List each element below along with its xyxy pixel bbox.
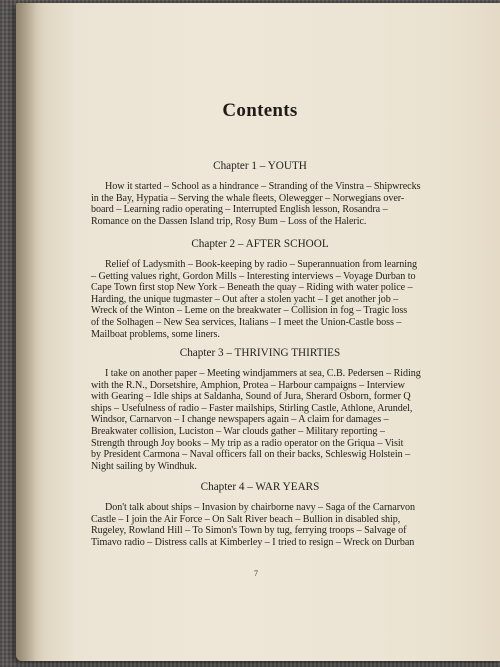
summary-line: by President Carmona – Naval officers fall on their backs, Schleswig Holstein – xyxy=(91,449,411,461)
chapter-4-title: Chapter 4 – WAR YEARS xyxy=(200,481,320,493)
summary-line: Harding, the unique tugmaster – Out after a stolen yacht – I get another job – xyxy=(91,293,399,305)
summary-line: Castle – I join the Air Force – On Salt River beach – Bullion in disabled ship, xyxy=(91,513,401,525)
summary-line: Night sailing by Windhuk. xyxy=(91,460,197,472)
summary-line: of the Solhagen – New Sea services, Italians – I meet the Union-Castle boss – xyxy=(91,316,402,328)
summary-line: – Getting values right, Gordon Mills – Interesting interviews – Voyage Durban to xyxy=(91,270,416,282)
chapter-1-title: Chapter 1 – YOUTH xyxy=(213,160,307,172)
page-number: 7 xyxy=(254,569,258,578)
summary-line: Wreck of the Winton – Leme on the breakwater – Collision in fog – Tragic loss xyxy=(91,305,408,317)
summary-line: Don't talk about ships – Invasion by chairborne navy – Saga of the Carnarvon xyxy=(105,502,416,513)
summary-line: Strength through Joy books – My trip as a radio operator on the Griqua – Visit xyxy=(91,437,404,449)
summary-line: Mailboat problems, some liners. xyxy=(91,328,220,340)
summary-line: Relief of Ladysmith – Book-keeping by radio – Superannuation from learning xyxy=(105,259,417,270)
summary-line: How it started – School as a hindrance – Stranding of the Vinstra – Shipwrecks xyxy=(105,181,421,192)
summary-line: with Gearing – Idle ships at Saldanha, Sound of Jura, Sherard Osborn, former Q xyxy=(91,391,411,403)
summary-line: Romance on the Dassen Island trip, Rosy Bum – Loss of the Haleric. xyxy=(91,215,367,227)
chapter-2-summary xyxy=(91,259,439,340)
page-gutter-shadow xyxy=(16,3,44,661)
summary-line: in the Bay, Hypatia – Serving the whale fleets, Olewegger – Norwegians over- xyxy=(91,192,405,204)
chapter-3-title: Chapter 3 – THRIVING THIRTIES xyxy=(179,347,341,359)
summary-line: Cape Town first stop New York – Beneath the quay – Riding with water police – xyxy=(91,282,413,294)
chapter-2-title: Chapter 2 – AFTER SCHOOL xyxy=(191,238,329,250)
summary-line: board – Learning radio operating – Interrupted English lesson, Rosandra – xyxy=(91,204,388,216)
summary-line: I take on another paper – Meeting windjammers at sea, C.B. Pedersen – Riding xyxy=(105,368,421,379)
chapter-3-summary xyxy=(91,368,439,472)
summary-line: Timavo radio – Distress calls at Kimberley – I tried to resign – Wreck on Durban xyxy=(91,536,415,548)
summary-line: ships – Usefulness of radio – Faster mailships, Stirling Castle, Athlone, Arundel, xyxy=(91,402,413,414)
chapter-4-summary xyxy=(91,502,439,548)
contents-heading: Contents xyxy=(222,100,298,121)
summary-line: with the R.N., Dorsetshire, Amphion, Protea – Harbour campaigns – Interview xyxy=(91,379,405,391)
chapter-1-summary xyxy=(91,181,439,227)
summary-line: Windsor, Carnarvon – I change newspapers again – A claim for damages – xyxy=(91,414,389,426)
summary-line: Rugeley, Rowland Hill – To Simon's Town by tug, ferrying troops – Salvage of xyxy=(91,525,407,537)
summary-line: Breakwater collision, Luciston – War clouds gather – Military reporting – xyxy=(91,425,385,437)
